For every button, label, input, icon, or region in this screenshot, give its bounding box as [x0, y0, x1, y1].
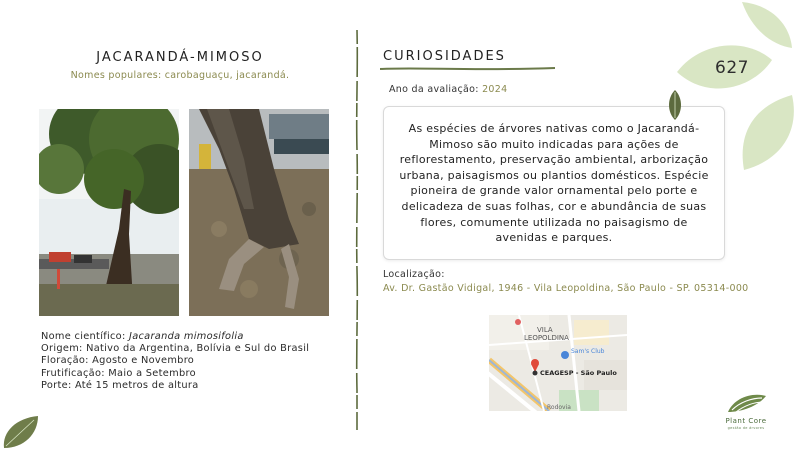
flowering: Floração: Agosto e Novembro [41, 355, 195, 367]
brand-name: Plant Core [725, 417, 767, 425]
scientific-name: Nome científico: Jacaranda mimosifolia [41, 331, 244, 342]
curiosities-text: As espécies de árvores nativas como o Jacarandá-Mimoso são muito indicadas para ações de reflorestamento, preservação ambiental, arborização urbana, paisagismos ou plantios domésticos. Espécie pioneira de grande valor ornamental pelo porte e delicadeza de suas folhas, cor e abundância de suas flores, comumente utilizada no paisagismo de avenidas e parques. [383, 106, 725, 260]
map-place: CEAGESP - São Paulo [540, 369, 617, 377]
popular-names: Nomes populares: carobaguaçu, jacarandá. [70, 70, 290, 81]
fruiting: Frutificação: Maio a Setembro [41, 367, 196, 379]
decorative-leaves [672, 0, 800, 175]
small-leaf-icon [666, 90, 684, 120]
origin: Origem: Nativo da Argentina, Bolívia e Sul do Brasil [41, 343, 310, 355]
species-title: JACARANDÁ-MIMOSO [96, 50, 264, 65]
map-store: Sam's Club [571, 348, 605, 355]
tree-photo-street [39, 109, 179, 316]
species-facts [41, 331, 321, 392]
location-address: Av. Dr. Gastão Vidigal, 1946 - Vila Leopoldina, São Paulo - SP. 05314-000 [383, 283, 749, 294]
evaluation-counter: 627 [715, 58, 749, 78]
location-map[interactable] [489, 315, 627, 411]
location-label: Localização: [383, 269, 445, 280]
brand-tagline: gestão de árvores [727, 426, 765, 430]
column-divider [354, 30, 360, 430]
plant-core-logo-icon [726, 392, 768, 414]
evaluation-year: Ano da avaliação: 2024 [389, 84, 508, 95]
tree-photo-trunk [189, 109, 329, 316]
corner-leaf-icon [2, 414, 42, 450]
title-underline [380, 65, 555, 73]
size: Porte: Até 15 metros de altura [41, 379, 199, 391]
curiosities-title: CURIOSIDADES [383, 49, 506, 64]
map-district-line1: VILA [537, 326, 553, 334]
map-road: Rodovia [547, 404, 571, 411]
map-district-line2: LEOPOLDINA [524, 334, 569, 342]
